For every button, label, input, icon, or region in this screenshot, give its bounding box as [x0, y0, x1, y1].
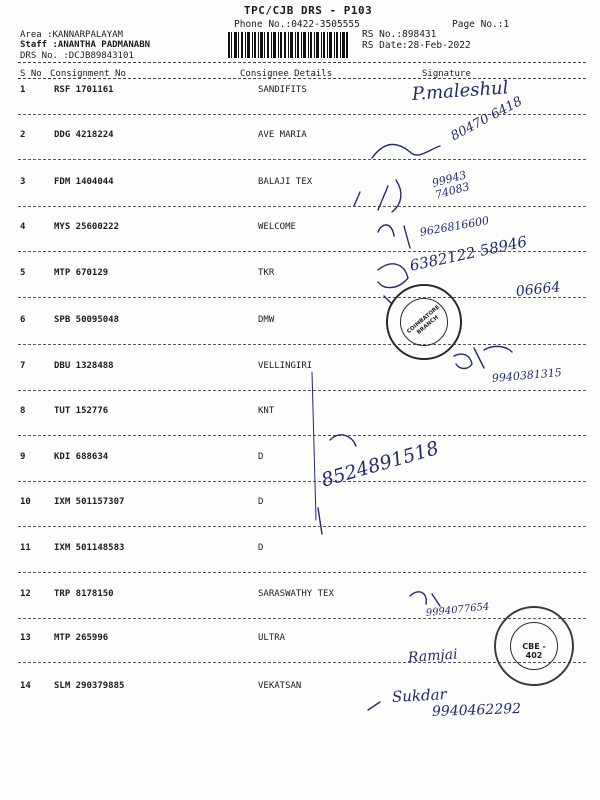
- barcode: [228, 32, 348, 58]
- table-row: [0, 543, 600, 589]
- row-rule: [18, 481, 586, 482]
- row-consignee: TKR: [258, 268, 275, 278]
- row-sno: 12: [20, 589, 31, 599]
- row-consignee: D: [258, 452, 264, 462]
- row-consignment-no: IXM 501148583: [54, 543, 125, 553]
- row-sno: 2: [20, 130, 26, 140]
- rs-date: RS Date:28-Feb-2022: [362, 40, 471, 51]
- table-row: [0, 130, 600, 176]
- row-consignment-no: SPB 50095048: [54, 315, 120, 325]
- table-row: [0, 633, 600, 679]
- table-row: [0, 589, 600, 635]
- sheet-title: TPC/CJB DRS - P103: [244, 4, 373, 17]
- row-rule: [18, 114, 586, 115]
- row-rule: [18, 344, 586, 345]
- col-sno-header: S No: [20, 69, 42, 79]
- row-consignment-no: MTP 265996: [54, 633, 109, 643]
- rs-number: RS No.:898431: [362, 29, 437, 40]
- row-sno: 10: [20, 497, 31, 507]
- signature-row-13-name: Ramjai: [407, 646, 459, 666]
- row-consignment-no: RSF 1701161: [54, 85, 114, 95]
- staff-label: Staff :ANANTHA PADMANABN: [20, 40, 151, 50]
- row-sno: 13: [20, 633, 31, 643]
- column-header-rule: [18, 78, 586, 79]
- signature-row-5-phone: 6382122 58946: [408, 232, 529, 275]
- row-consignee: AVE MARIA: [258, 130, 307, 140]
- signature-row-3-phone: 99943 74083: [430, 168, 471, 202]
- table-row: [0, 315, 600, 361]
- row-sno: 14: [20, 681, 31, 691]
- table-row: [0, 85, 600, 131]
- row-sno: 9: [20, 452, 26, 462]
- col-consignment-header: Consignment No: [50, 69, 126, 79]
- signature-row-4-phone: 9626816600: [418, 213, 491, 239]
- row-consignee: D: [258, 497, 264, 507]
- row-consignment-no: MTP 670129: [54, 268, 109, 278]
- row-rule: [18, 297, 586, 298]
- row-consignee: DMW: [258, 315, 275, 325]
- row-consignment-no: SLM 290379885: [54, 681, 125, 691]
- signature-row-14-phone: 9940462292: [431, 700, 522, 720]
- table-row: [0, 497, 600, 543]
- table-row: [0, 452, 600, 498]
- phone-number: Phone No.:0422-3505555: [234, 19, 360, 30]
- row-consignment-no: FDM 1404044: [54, 177, 114, 187]
- col-signature-header: Signature: [422, 69, 471, 79]
- row-consignee: D: [258, 543, 264, 553]
- row-rule: [18, 435, 586, 436]
- table-row: [0, 268, 600, 314]
- signature-row-9-phone: 8524891518: [318, 437, 442, 492]
- signature-row-1: P.maleshul: [411, 77, 510, 105]
- table-row: [0, 681, 600, 727]
- signature-row-7-phone: 9940381315: [491, 365, 563, 385]
- stamp-text: COIMBATORE BRANCH: [406, 304, 442, 336]
- signature-row-2-phone: 80470 6418: [448, 93, 525, 145]
- row-sno: 7: [20, 361, 26, 371]
- row-consignment-no: TRP 8178150: [54, 589, 114, 599]
- row-sno: 6: [20, 315, 26, 325]
- row-rule: [18, 526, 586, 527]
- table-row: [0, 222, 600, 268]
- drs-number: DRS No. :DCJB89843101: [20, 51, 134, 61]
- row-rule: [18, 159, 586, 160]
- table-row: [0, 406, 600, 452]
- row-consignment-no: DDG 4218224: [54, 130, 114, 140]
- row-sno: 5: [20, 268, 26, 278]
- row-consignee: ULTRA: [258, 633, 286, 643]
- signature-row-5-extra: 06664: [515, 279, 562, 300]
- row-consignee: BALAJI TEX: [258, 177, 313, 187]
- row-rule: [18, 572, 586, 573]
- row-consignee: KNT: [258, 406, 275, 416]
- row-consignee: VEKATSAN: [258, 681, 302, 691]
- area-label: Area :KANNARPALAYAM: [20, 30, 123, 40]
- row-consignee: SARASWATHY TEX: [258, 589, 334, 599]
- row-sno: 11: [20, 543, 31, 553]
- row-consignment-no: KDI 688634: [54, 452, 109, 462]
- row-consignee: WELCOME: [258, 222, 296, 232]
- row-consignment-no: IXM 501157307: [54, 497, 125, 507]
- header-rule: [18, 62, 586, 63]
- signature-row-12-phone: 9994077654: [425, 601, 490, 619]
- row-rule: [18, 206, 586, 207]
- table-row: [0, 177, 600, 223]
- row-rule: [18, 618, 586, 619]
- row-rule: [18, 390, 586, 391]
- row-sno: 1: [20, 85, 26, 95]
- row-sno: 3: [20, 177, 26, 187]
- row-rule: [18, 662, 586, 663]
- row-consignment-no: TUT 152776: [54, 406, 109, 416]
- row-rule: [18, 251, 586, 252]
- col-consignee-header: Consignee Details: [240, 69, 333, 79]
- row-consignment-no: MYS 25600222: [54, 222, 120, 232]
- page-number: Page No.:1: [452, 19, 510, 30]
- branch-code: CBE - 402: [522, 642, 546, 660]
- row-sno: 4: [20, 222, 26, 232]
- row-consignee: SANDIFITS: [258, 85, 307, 95]
- row-sno: 8: [20, 406, 26, 416]
- row-consignment-no: DBU 1328488: [54, 361, 114, 371]
- row-consignee: VELLINGIRI: [258, 361, 313, 371]
- signature-row-14-name: Sukdar: [391, 685, 448, 706]
- table-row: [0, 361, 600, 407]
